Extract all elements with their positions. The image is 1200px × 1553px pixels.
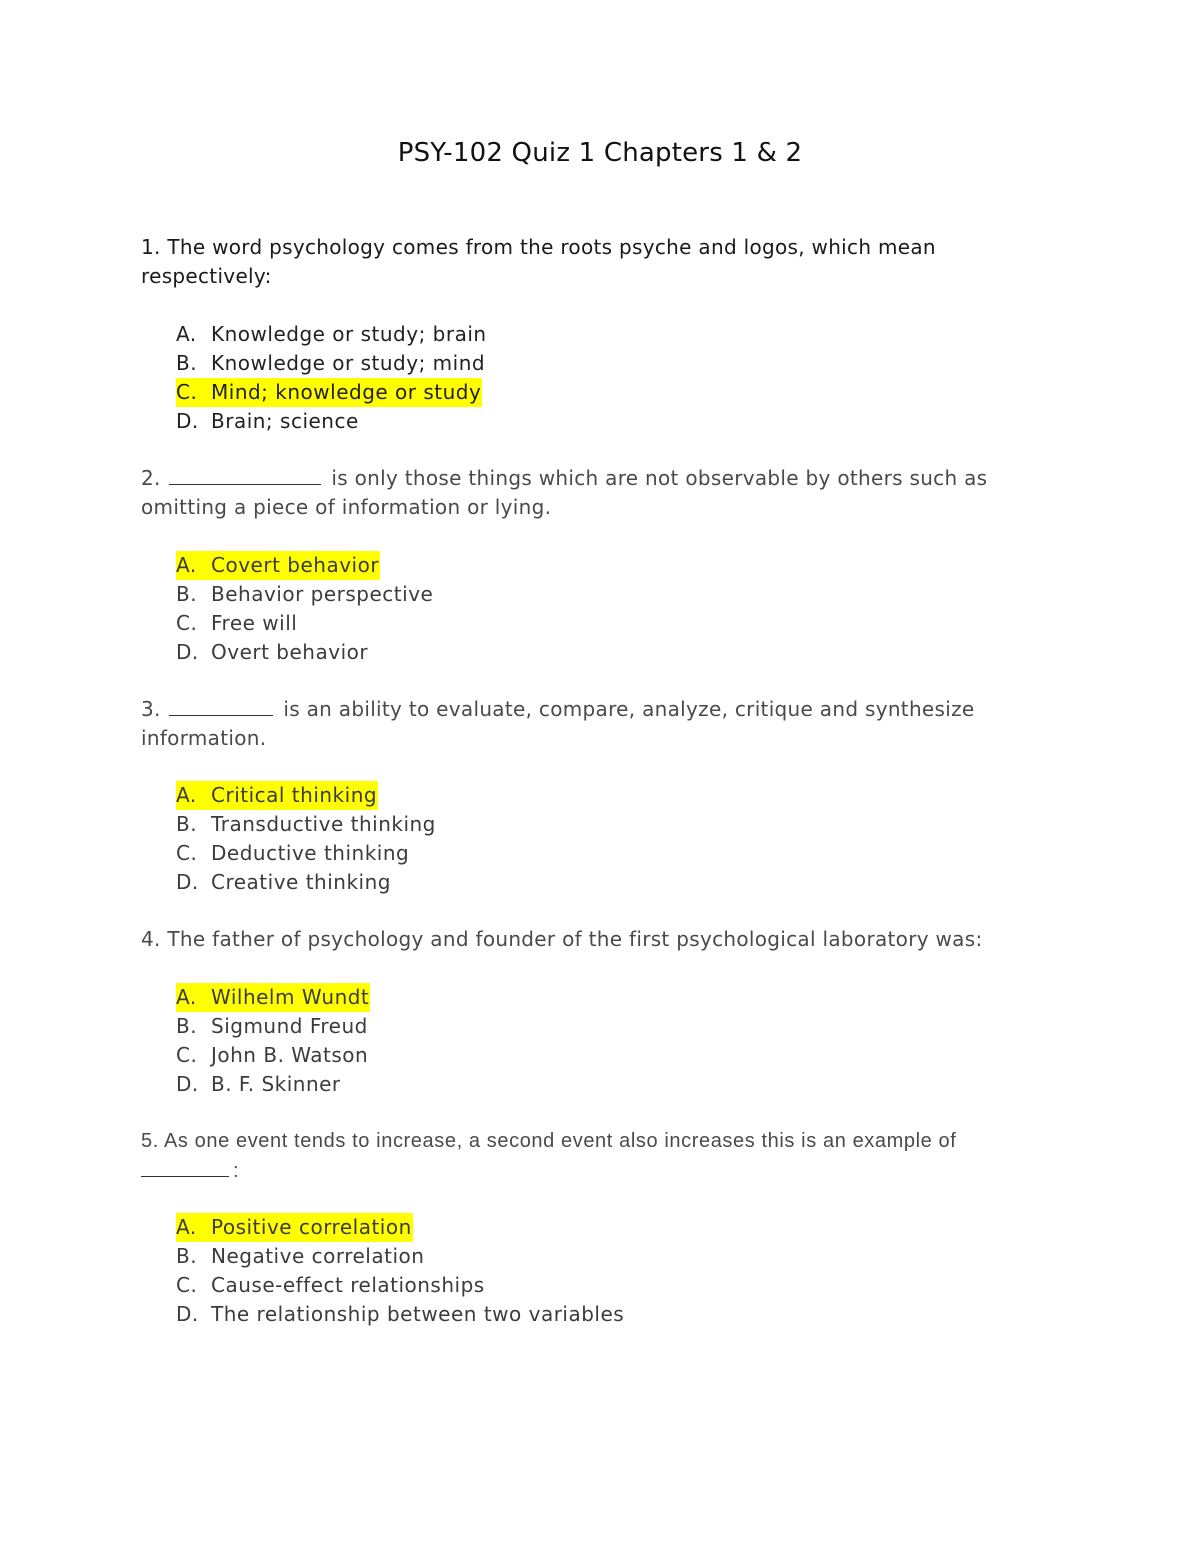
- option-text: Positive correlation: [211, 1215, 412, 1239]
- question-text: The word psychology comes from the roots psyche and logos, which mean respectively:: [141, 235, 936, 288]
- option-4-d: [176, 1070, 370, 1099]
- option-3-b: [176, 810, 437, 839]
- option-text: Covert behavior: [211, 553, 380, 577]
- option-letter: B.: [176, 351, 198, 375]
- option-letter: C.: [176, 1273, 198, 1297]
- option-5-b: [176, 1242, 625, 1271]
- option-text: The relationship between two variables: [211, 1302, 625, 1326]
- option-letter: C.: [176, 841, 198, 865]
- question-number: 1.: [141, 235, 161, 259]
- option-text: Free will: [211, 611, 298, 635]
- answer-blank: [169, 464, 321, 485]
- option-text: B. F. Skinner: [211, 1072, 341, 1096]
- question-4-options: [176, 983, 370, 1099]
- option-letter: B.: [176, 1014, 198, 1038]
- option-letter: B.: [176, 812, 198, 836]
- option-letter: B.: [176, 1244, 198, 1268]
- option-text: Deductive thinking: [211, 841, 410, 865]
- option-letter: A.: [176, 1215, 197, 1239]
- option-2-d: [176, 638, 434, 667]
- option-text: Creative thinking: [211, 870, 391, 894]
- question-number: 3.: [141, 697, 161, 721]
- question-1-options: [176, 320, 488, 436]
- option-5-d: [176, 1300, 625, 1329]
- option-text: Brain; science: [211, 409, 359, 433]
- option-letter: A.: [176, 553, 197, 577]
- option-text: Wilhelm Wundt: [211, 985, 370, 1009]
- option-3-c: [176, 839, 437, 868]
- option-text: Sigmund Freud: [211, 1014, 368, 1038]
- question-2: [141, 464, 1041, 522]
- option-letter: B.: [176, 582, 198, 606]
- option-text: Behavior perspective: [211, 582, 434, 606]
- question-3: [141, 695, 1041, 753]
- option-letter: A.: [176, 783, 197, 807]
- option-letter: D.: [176, 1302, 199, 1326]
- option-text: Critical thinking: [211, 783, 378, 807]
- question-4: [141, 925, 1041, 954]
- option-5-c: [176, 1271, 625, 1300]
- option-3-a-correct: [176, 781, 437, 810]
- option-2-b: [176, 580, 434, 609]
- answer-blank: [169, 695, 273, 716]
- option-text: Negative correlation: [211, 1244, 425, 1268]
- option-letter: D.: [176, 870, 199, 894]
- option-1-c-correct: [176, 378, 488, 407]
- question-2-options: [176, 551, 434, 667]
- page-title: PSY-102 Quiz 1 Chapters 1 & 2: [397, 138, 803, 168]
- option-2-a-correct: [176, 551, 434, 580]
- option-4-a-correct: [176, 983, 370, 1012]
- option-2-c: [176, 609, 434, 638]
- option-3-d: [176, 868, 437, 897]
- question-text: is only those things which are not observable by others such as omitting a piece of information or lying.: [141, 466, 988, 519]
- option-letter: D.: [176, 1072, 199, 1096]
- option-5-a-correct: [176, 1213, 625, 1242]
- option-text: Mind; knowledge or study: [211, 380, 482, 404]
- question-text: As one event tends to increase, a second event also increases this is an example of: [163, 1130, 957, 1152]
- question-5-options: [176, 1213, 625, 1329]
- question-5: [141, 1127, 1041, 1186]
- option-text: Overt behavior: [211, 640, 369, 664]
- option-letter: D.: [176, 409, 199, 433]
- option-text: John B. Watson: [211, 1043, 369, 1067]
- option-text: Cause-effect relationships: [211, 1273, 485, 1297]
- answer-blank: [141, 1156, 229, 1177]
- option-1-b: [176, 349, 488, 378]
- option-letter: A.: [176, 985, 197, 1009]
- question-number: 5.: [141, 1130, 159, 1152]
- question-number: 4.: [141, 927, 161, 951]
- question-3-options: [176, 781, 437, 897]
- question-text-end: :: [233, 1160, 240, 1182]
- option-letter: C.: [176, 380, 198, 404]
- option-4-b: [176, 1012, 370, 1041]
- option-text: Knowledge or study; mind: [211, 351, 486, 375]
- option-letter: C.: [176, 1043, 198, 1067]
- option-text: Transductive thinking: [211, 812, 436, 836]
- question-text: The father of psychology and founder of the first psychological laboratory was:: [167, 927, 983, 951]
- question-text: is an ability to evaluate, compare, analyze, critique and synthesize information.: [141, 697, 975, 750]
- option-letter: C.: [176, 611, 198, 635]
- option-4-c: [176, 1041, 370, 1070]
- question-1: [141, 233, 1041, 291]
- option-1-a: [176, 320, 488, 349]
- option-letter: A.: [176, 322, 197, 346]
- option-letter: D.: [176, 640, 199, 664]
- option-1-d: [176, 407, 488, 436]
- option-text: Knowledge or study; brain: [211, 322, 487, 346]
- question-number: 2.: [141, 466, 161, 490]
